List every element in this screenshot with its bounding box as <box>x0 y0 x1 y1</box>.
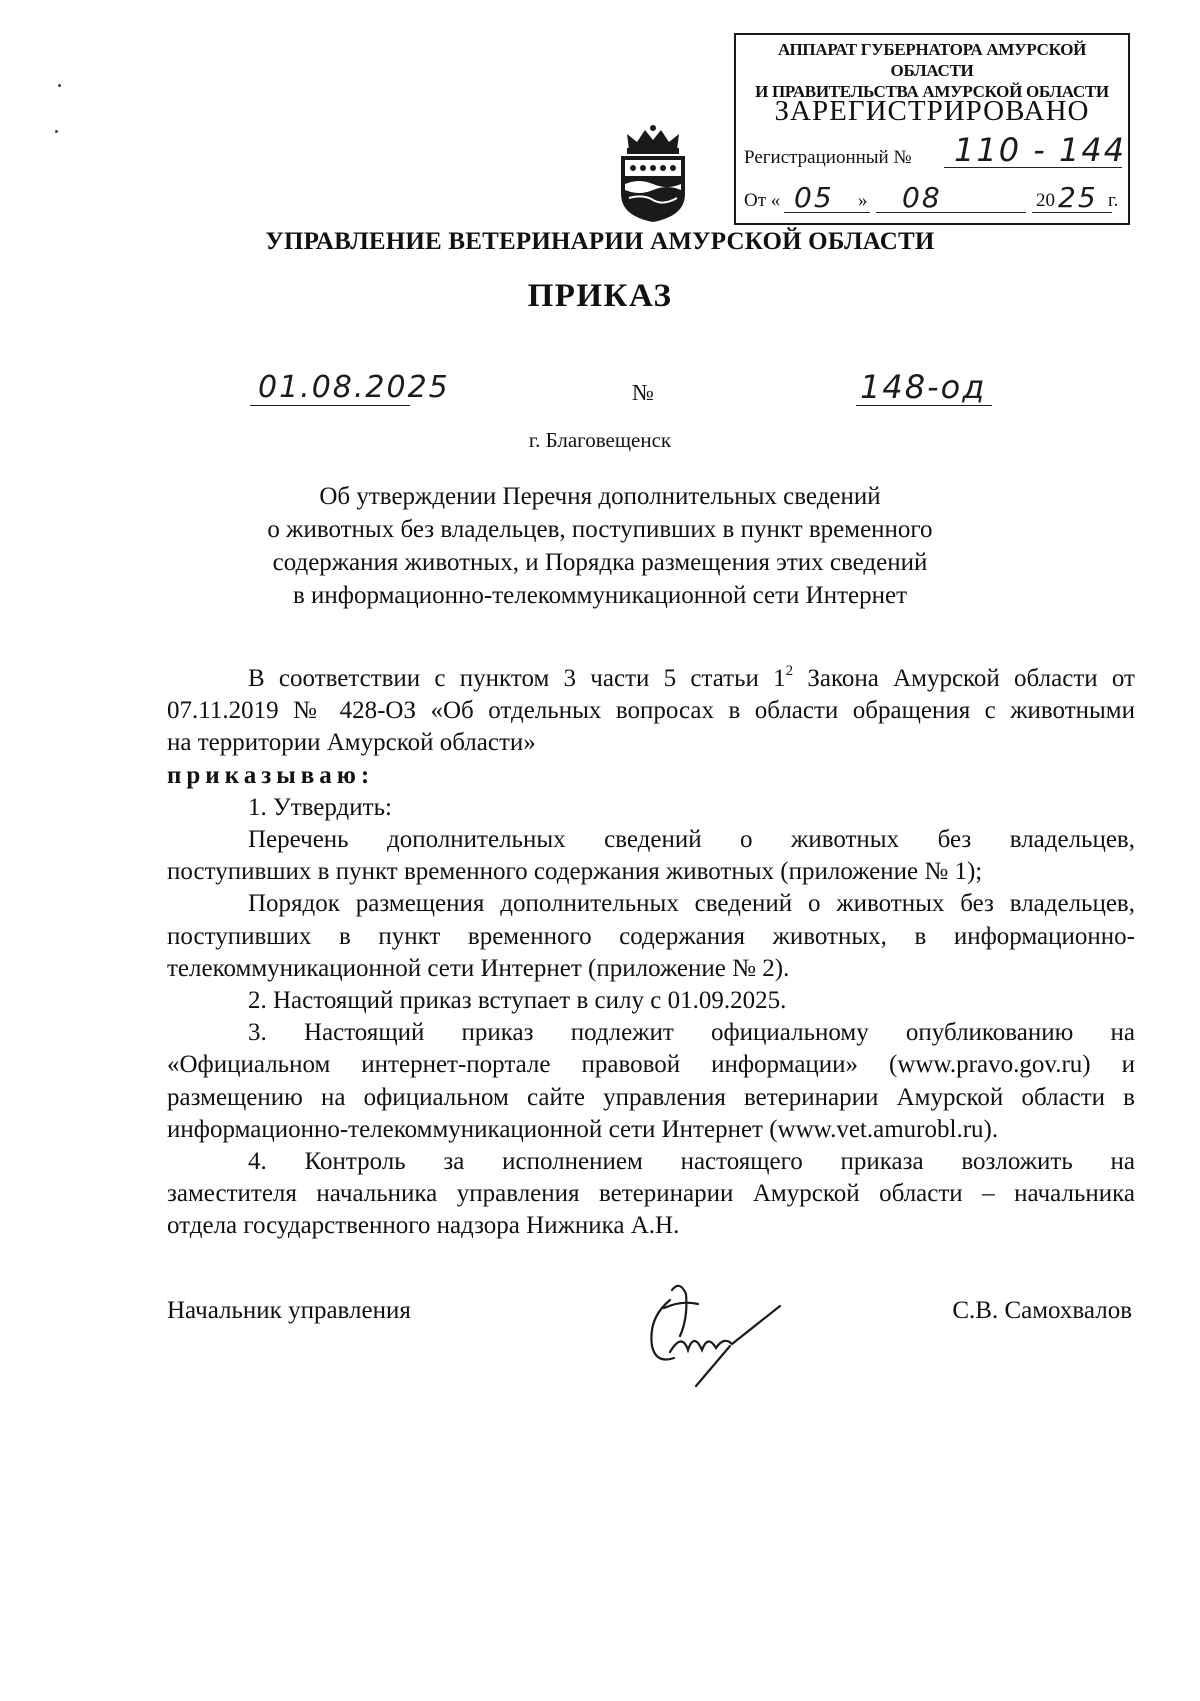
coat-of-arms-icon <box>613 124 693 224</box>
signer-name: С.В. Самохвалов <box>952 1297 1132 1324</box>
ministry-name: УПРАВЛЕНИЕ ВЕТЕРИНАРИИ АМУРСКОЙ ОБЛАСТИ <box>265 228 935 255</box>
paragraph-1a-line: Перечень дополнительных сведений о животных без владельцев, <box>248 826 1135 854</box>
preamble-line: В соответствии с пунктом 3 части 5 статьи $1^2$ Закона Амурской области от <box>248 662 1135 692</box>
stamp-organization <box>736 39 1128 102</box>
handwritten-signature <box>630 1260 800 1390</box>
order-subject <box>190 480 1010 612</box>
stamp-title: ЗАРЕГИСТРИРОВАНО <box>774 95 1090 127</box>
number-sign: № <box>632 380 654 405</box>
paragraph-1b-line: телекоммуникационной сети Интернет (приложение № 2). <box>167 954 790 982</box>
subject-line: содержания животных, и Порядка размещения этих сведений <box>272 549 928 576</box>
city-name: г. Благовещенск <box>528 428 672 452</box>
order-date: 01.08.2025 <box>258 370 450 405</box>
stamp-org-line: АППАРАТ ГУБЕРНАТОРА АМУРСКОЙ ОБЛАСТИ <box>777 40 1087 80</box>
paragraph-3-line: размещению на официальном сайте управления ветеринарии Амурской области в <box>167 1083 1135 1111</box>
preamble-line: 07.11.2019 № 428-ОЗ «Об отдельных вопросах в области обращения с животными <box>167 697 1135 725</box>
paragraph-3-line: информационно-телекоммуникационной сети Интернет (www.vet.amurobl.ru). <box>167 1115 999 1143</box>
stamp-year-g: г. <box>1108 190 1119 211</box>
stamp-org-line: И ПРАВИТЕЛЬСТВА АМУРСКОЙ ОБЛАСТИ <box>755 82 1109 101</box>
order-body <box>167 663 1135 1243</box>
subject-line: Об утверждении Перечня дополнительных сведений <box>319 483 881 510</box>
paragraph-1b-line: Порядок размещения дополнительных сведений о животных без владельцев, <box>248 890 1135 918</box>
scan-speck <box>55 130 58 133</box>
stamp-month: 08 <box>902 181 942 214</box>
registration-stamp <box>734 33 1130 225</box>
superscript: 2 <box>785 662 794 679</box>
paragraph-3-line: 3. Настоящий приказ подлежит официальному опубликованию на <box>248 1019 1135 1047</box>
stamp-quote: » <box>858 190 868 211</box>
stamp-from-label: От « <box>744 190 781 211</box>
date-underline <box>250 405 410 406</box>
paragraph-1a-line: поступивших в пункт временного содержания животных (приложение № 1); <box>167 858 983 886</box>
paragraph-4-line: заместителя начальника управления ветеринарии Амурской области – начальника <box>167 1180 1135 1208</box>
preamble-line: на территории Амурской области» <box>167 729 536 757</box>
stamp-day: 05 <box>794 181 834 214</box>
order-word: приказываю: <box>167 761 375 789</box>
subject-line: в информационно-телекоммуникационной сети Интернет <box>292 582 908 609</box>
paragraph-3-line: «Официальном интернет-портале правовой информации» (www.pravo.gov.ru) и <box>167 1051 1135 1079</box>
stamp-reg-label: Регистрационный № <box>744 147 912 168</box>
stamp-year: 25 <box>1058 181 1098 214</box>
stamp-year-prefix: 20 <box>1036 190 1055 211</box>
paragraph-4-line: отдела государственного надзора Нижника А.Н. <box>167 1212 680 1240</box>
order-number: 148-од <box>860 368 987 406</box>
stamp-reg-number: 110 - 144 <box>954 131 1127 169</box>
subject-line: о животных без владельцев, поступивших в пункт временного <box>267 516 933 543</box>
document-type-title: ПРИКАЗ <box>527 278 673 314</box>
signer-position: Начальник управления <box>167 1297 411 1324</box>
stamp-month-underline <box>876 212 1026 213</box>
paragraph-2: 2. Настоящий приказ вступает в силу с 01.09.2025. <box>248 987 787 1015</box>
paragraph-4-line: 4. Контроль за исполнением настоящего приказа возложить на <box>248 1148 1135 1176</box>
paragraph-1: 1. Утвердить: <box>248 793 392 821</box>
scan-speck <box>58 84 61 87</box>
paragraph-1b-line: поступивших в пункт временного содержания животных, в информационно- <box>167 922 1135 950</box>
